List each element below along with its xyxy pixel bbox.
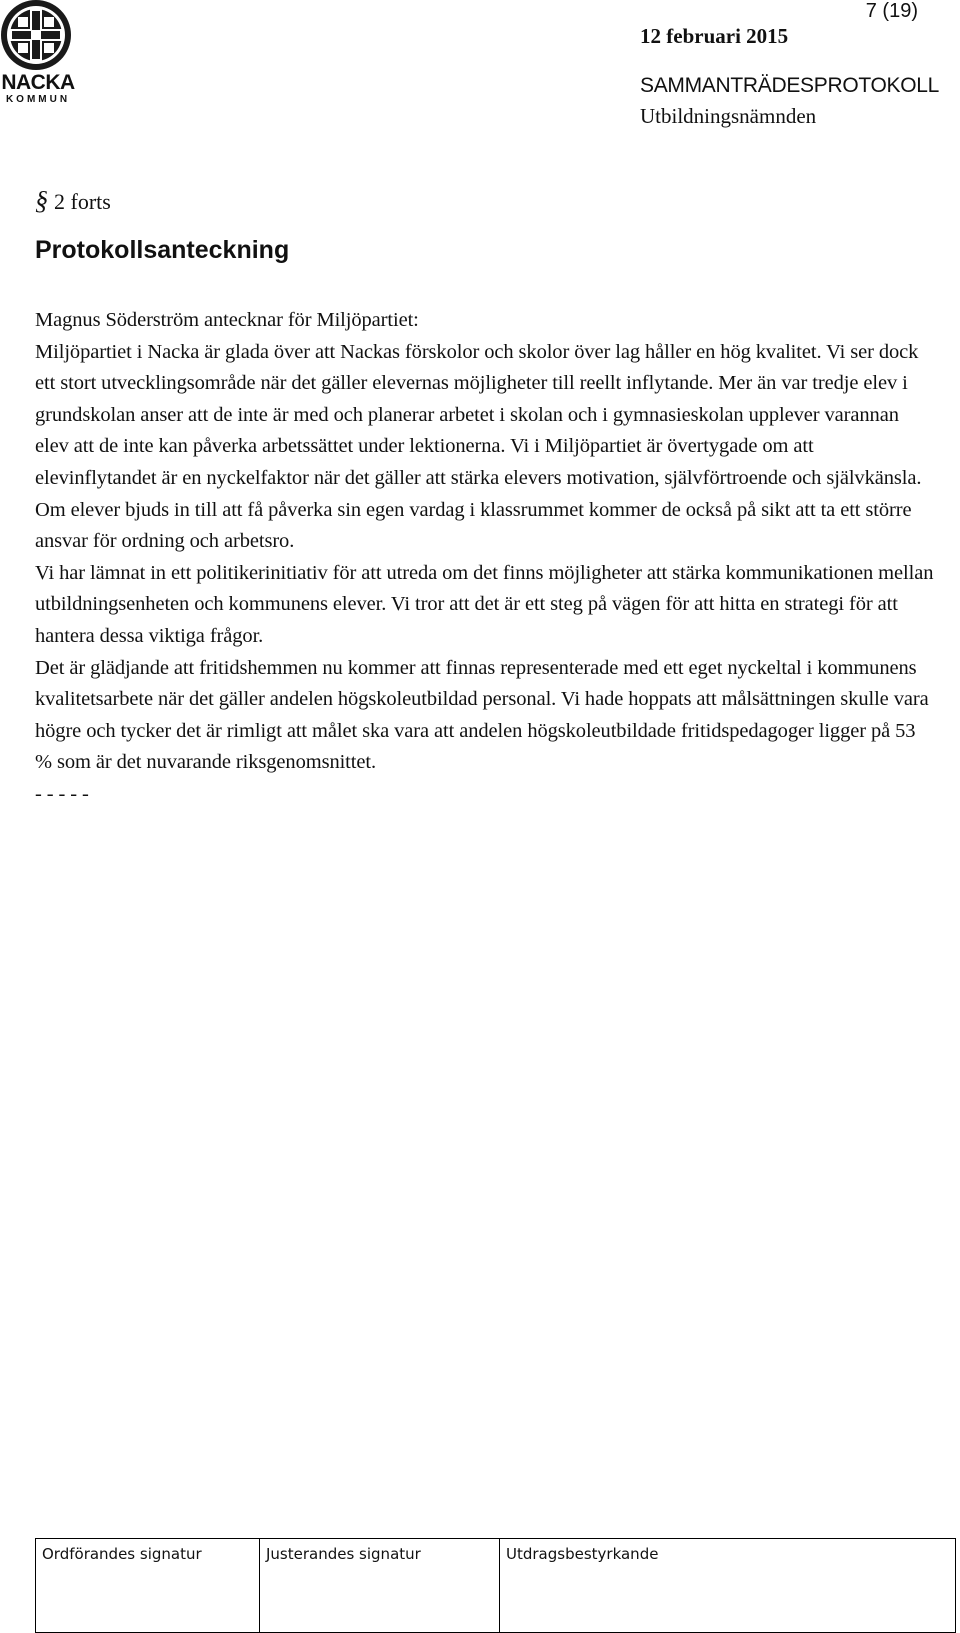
document-type: SAMMANTRÄDESPROTOKOLL bbox=[640, 74, 940, 97]
section-symbol: § bbox=[35, 186, 48, 215]
chair-signature-cell: Ordförandes signatur bbox=[36, 1539, 260, 1633]
committee-name: Utbildningsnämnden bbox=[640, 104, 817, 128]
logo-wordmark: NACKA bbox=[1, 71, 75, 94]
section-heading: Protokollsanteckning bbox=[35, 236, 290, 264]
adjuster-signature-cell: Justerandes signatur bbox=[260, 1539, 500, 1633]
paragraph: Magnus Söderström antecknar för Miljöpartiet: bbox=[35, 309, 419, 331]
end-marker: - - - - - bbox=[35, 782, 89, 805]
paragraph: Det är glädjande att fritidshemmen nu kommer att finnas representerade med ett eget nyckeltal i kommunens kvalitetsarbete när det gäller andelen högskoleutbildad personal. Vi hade hoppats att målsättningen skulle vara högre och tycker det är rimligt att målet ska vara att andelen högskoleutbildade fritidspedagoger ligger på 53 % som är det nuvarande riksgenomsnittet. bbox=[35, 656, 929, 774]
extract-certification-cell: Utdragsbestyrkande bbox=[500, 1539, 956, 1633]
page-number: 7 (19) bbox=[865, 0, 918, 22]
logo-subtitle: KOMMUN bbox=[5, 94, 71, 105]
section-reference bbox=[35, 186, 111, 216]
paragraph: Vi har lämnat in ett politikerinitiativ för att utreda om det finns möjligheter att stärka kommunikationen mellan utbildningsenheten och kommunens elever. Vi tror att det är ett steg på vägen för att hitta en strategi för att hantera dessa viktiga frågor. bbox=[35, 561, 934, 647]
paragraph: Miljöpartiet i Nacka är glada över att Nackas förskolor och skolor över lag håller en hög kvalitet. Vi ser dock ett stort utvecklingsområde när det gäller elevernas möjligheter till reellt inflytande. Mer än var tredje elev i grundskolan anser att de inte är med och planerar arbetet i skolan och i gymnasieskolan upplever varannan elev att de inte kan påverka arbetssättet under lektionerna. Vi i Miljöpartiet är övertygade om att elevinflytandet är en nyckelfaktor när det gäller att stärka elevers motivation, självförtroende och självkänsla. Om elever bjuds in till att få påverka sin egen vardag i klassrummet kommer de också på sikt att ta ett större ansvar för ordning och arbetsro. bbox=[35, 340, 922, 553]
body-text bbox=[35, 305, 935, 811]
meeting-date: 12 februari 2015 bbox=[640, 24, 789, 48]
nacka-logo bbox=[0, 0, 80, 110]
signature-table bbox=[35, 1538, 956, 1633]
nacka-emblem-icon bbox=[0, 0, 80, 76]
section-ref-text: 2 forts bbox=[54, 189, 111, 214]
